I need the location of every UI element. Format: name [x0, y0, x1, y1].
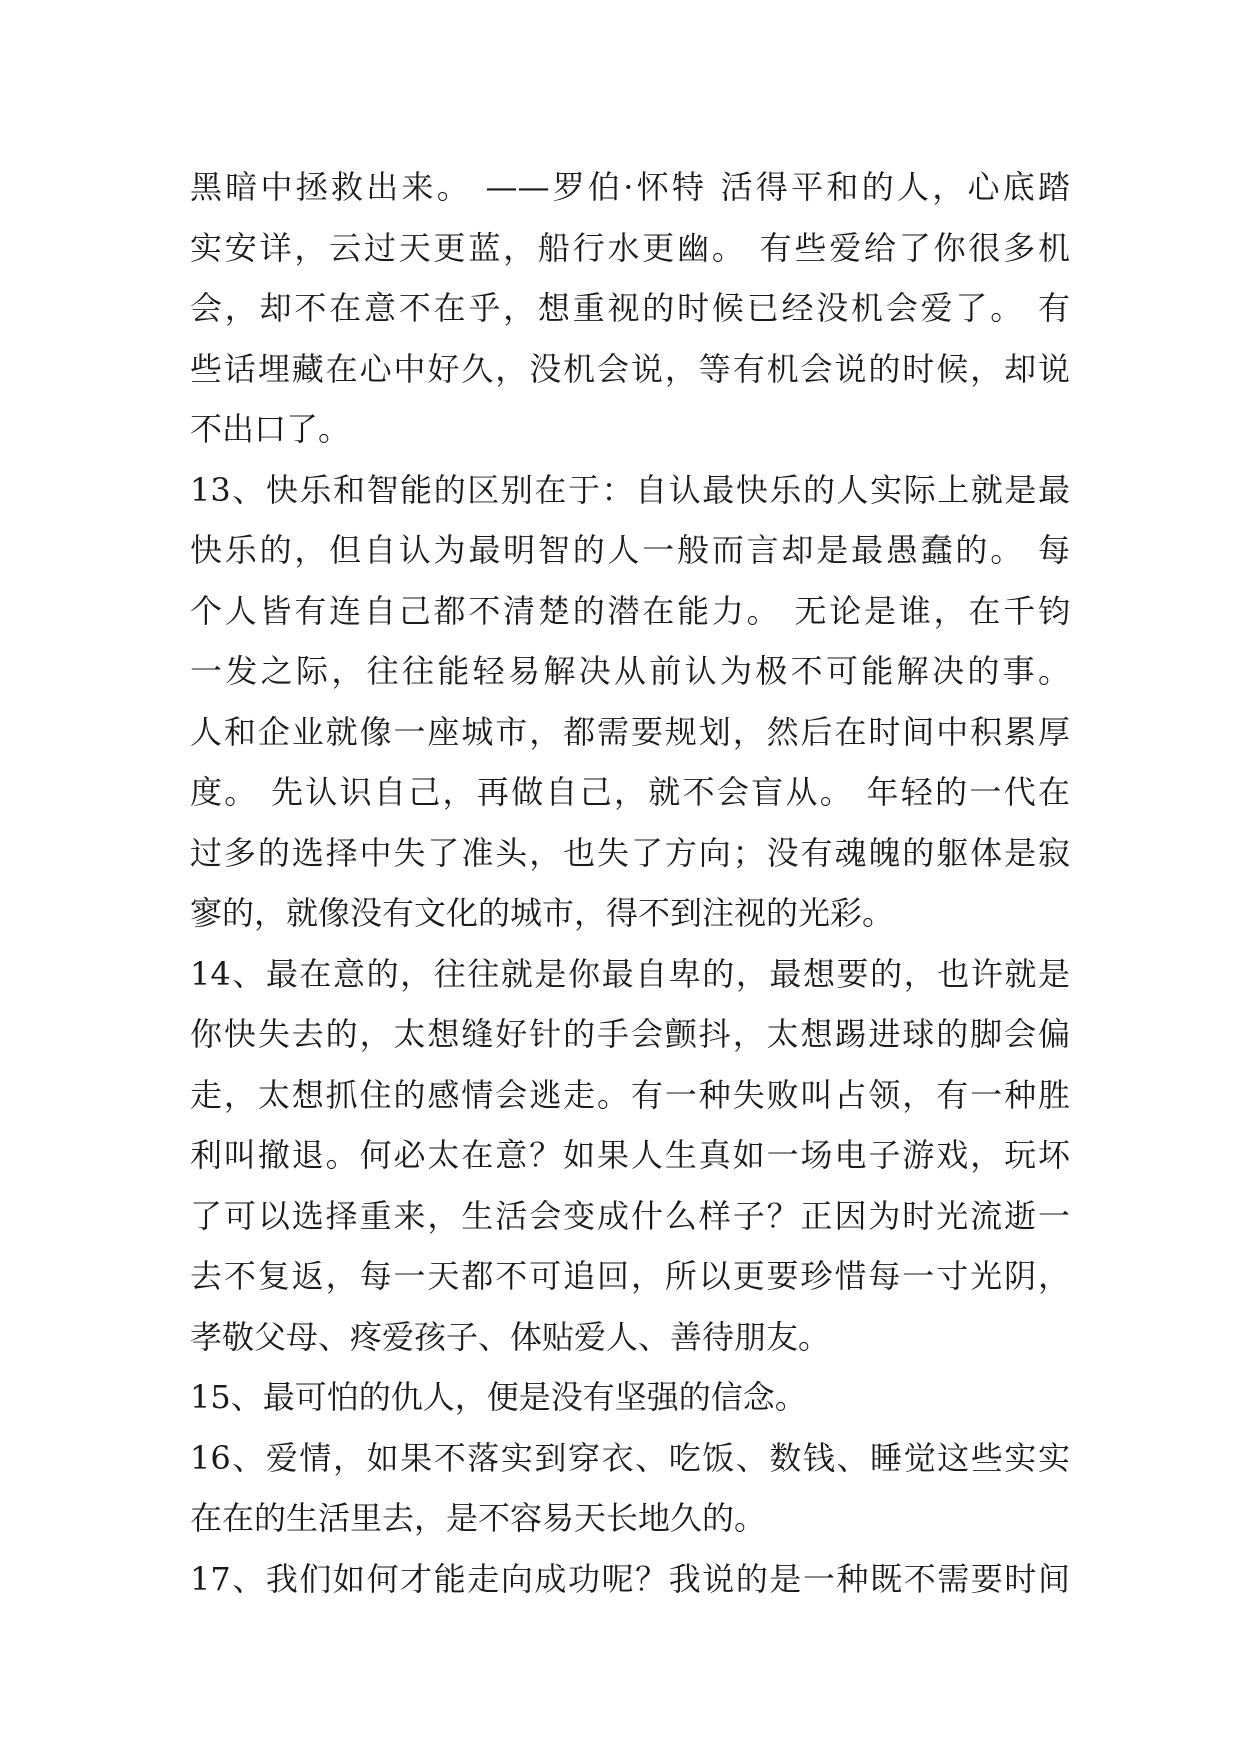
text-line: 度。 先认识自己，再做自己，就不会盲从。 年轻的一代在	[190, 773, 1070, 811]
text-line: 走，太想抓住的感情会逃走。有一种失败叫占领，有一种胜	[190, 1075, 1070, 1114]
text-line: 实安详，云过天更蓝，船行水更幽。 有些爱给了你很多机	[190, 228, 1070, 267]
text-line: 16、爱情，如果不落实到穿衣、吃饭、数钱、睡觉这些实实	[190, 1438, 1070, 1477]
text-line: 17、我们如何才能走向成功呢？我说的是一种既不需要时间	[190, 1559, 1070, 1598]
text-line: 会，却不在意不在乎，想重视的时候已经没机会爱了。 有	[190, 289, 1070, 327]
text-line: 孝敬父母、疼爱孩子、体贴爱人、善待朋友。	[190, 1317, 831, 1356]
text-line: 在在的生活里去，是不容易天长地久的。	[190, 1499, 767, 1537]
text-line: 黑暗中拯救出来。 ——罗伯·怀特 活得平和的人，心底踏	[190, 168, 1070, 206]
text-line: 人和企业就像一座城市，都需要规划，然后在时间中积累厚	[190, 712, 1070, 751]
text-line: 了可以选择重来，生活会变成什么样子？正因为时光流逝一	[190, 1196, 1070, 1235]
text-line: 过多的选择中失了准头，也失了方向；没有魂魄的躯体是寂	[190, 833, 1070, 872]
text-line: 14、最在意的，往往就是你最自卑的，最想要的，也许就是	[190, 954, 1070, 993]
text-line: 13、快乐和智能的区别在于：自认最快乐的人实际上就是最	[190, 470, 1070, 509]
text-line: 你快失去的，太想缝好针的手会颤抖，太想踢进球的脚会偏	[190, 1015, 1070, 1053]
text-line: 利叫撤退。何必太在意？如果人生真如一场电子游戏，玩坏	[190, 1136, 1070, 1174]
text-line: 去不复返，每一天都不可追回，所以更要珍惜每一寸光阴，	[190, 1257, 1070, 1295]
text-line: 一发之际，往往能轻易解决从前认为极不可能解决的事。	[190, 652, 1070, 690]
text-line: 些话埋藏在心中好久，没机会说，等有机会说的时候，却说	[190, 349, 1070, 388]
text-line: 快乐的，但自认为最明智的人一般而言却是最愚蠢的。 每	[190, 531, 1070, 569]
text-line: 不出口了。	[190, 410, 351, 448]
text-line: 寥的，就像没有文化的城市，得不到注视的光彩。	[190, 894, 895, 932]
text-line: 个人皆有连自己都不清楚的潜在能力。 无论是谁，在千钧	[190, 591, 1070, 630]
document-body	[190, 157, 1070, 1609]
text-line: 15、最可怕的仇人，便是没有坚强的信念。	[190, 1378, 807, 1416]
